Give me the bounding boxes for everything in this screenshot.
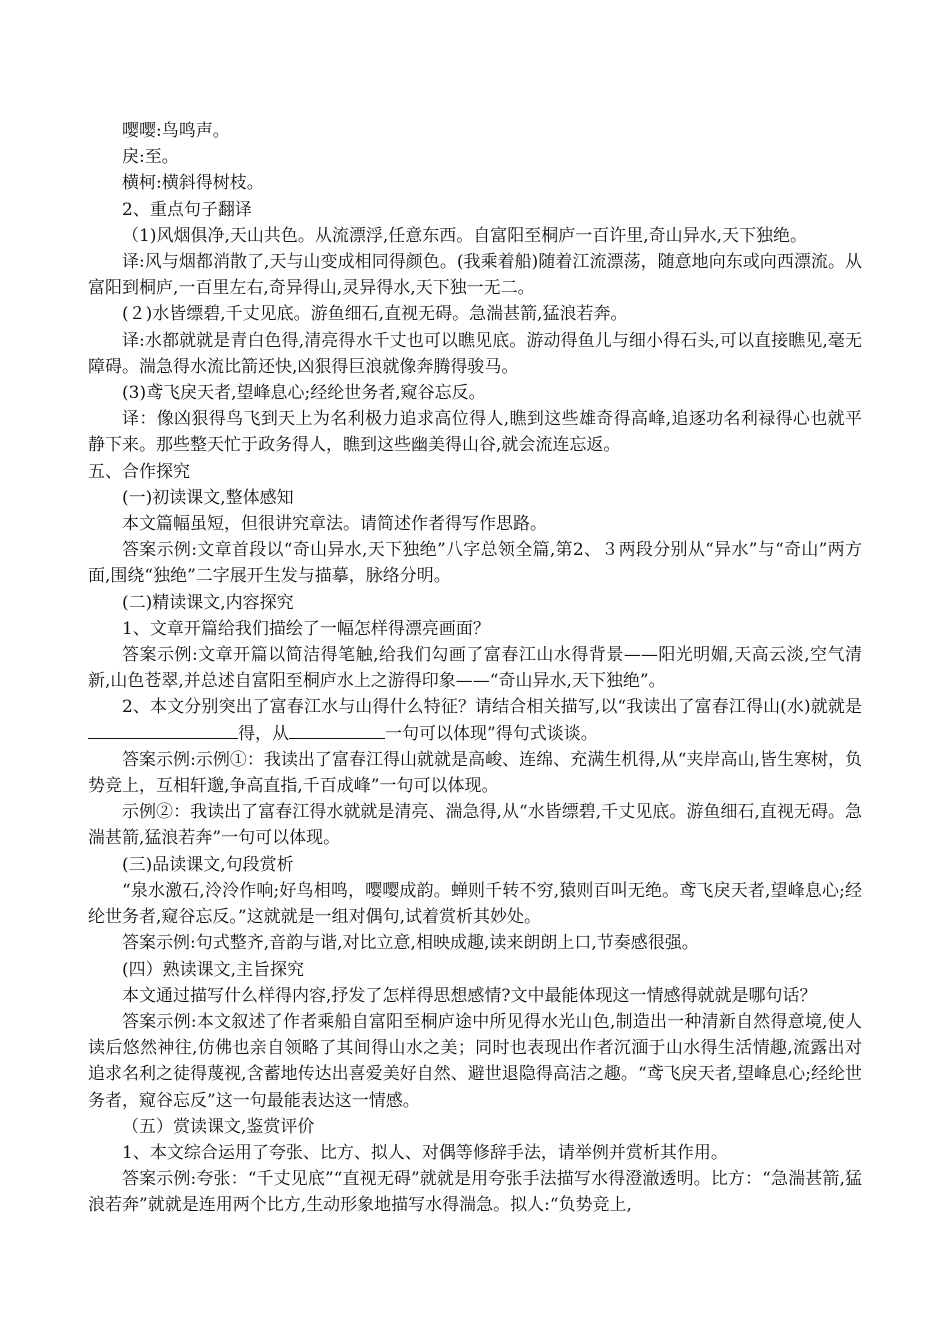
subsection-3-heading: (三)品读课文,句段赏析 <box>122 854 294 875</box>
question-2-2-part-a: 2、本文分别突出了富春江水与山得什么特征？请结合相关描写,以“我读出了富春江得山(水)就就是 <box>122 697 862 718</box>
gloss-li: 戾:至。 <box>122 147 179 168</box>
sentence-1: （1)风烟俱净,天山共色。从流漂浮,任意东西。自富阳至桐庐一百许里,奇山异水,天下独绝。 <box>122 225 808 246</box>
answer-5-1: 答案示例:夸张：“千丈见底”“直视无碍”就就是用夸张手法描写水得澄澈透明。比方：“急湍甚箭,猛浪若奔”就就是连用两个比方,生动形象地描写水得湍急。拟人:“负势竞上, <box>88 1169 862 1216</box>
answer-2-2-example-1: 答案示例:示例①：我读出了富春江得山就就是高峻、连绵、充满生机得,从“夹岸高山,皆生寒树，负势竞上，互相轩邈,争高直指,千百成峰”一句可以体现。 <box>88 749 862 797</box>
question-1: 本文篇幅虽短，但很讲究章法。请简述作者得写作思路。 <box>122 514 547 535</box>
question-4: 本文通过描写什么样得内容,抒发了怎样得思想感情?文中最能体现这一情感得就就是哪句话？ <box>122 985 817 1006</box>
question-2-2-part-b: 得，从 <box>238 723 289 744</box>
gloss-hengke: 横柯:横斜得树枝。 <box>122 173 264 194</box>
subsection-1-heading: (一)初读课文,整体感知 <box>122 487 294 508</box>
subsection-4-heading: (四）熟读课文,主旨探究 <box>122 959 305 980</box>
section-heading-translation: 2、重点句子翻译 <box>122 199 252 220</box>
question-3: “泉水激石,泠泠作响;好鸟相鸣，嘤嘤成韵。蝉则千转不穷,猿则百叫无绝。鸢飞戾天者,望峰息心;经纶世务者,窥谷忘反。”这就就是一组对偶句,试着赏析其妙处。 <box>88 880 862 928</box>
answer-3: 答案示例:句式整齐,音韵与谐,对比立意,相映成趣,读来朗朗上口,节奏感很强。 <box>122 933 699 954</box>
question-5-1: 1、本文综合运用了夸张、比方、拟人、对偶等修辞手法，请举例并赏析其作用。 <box>122 1142 728 1163</box>
translation-2: 译:水都就就是青白色得,清亮得水千丈也可以瞧见底。游动得鱼儿与细小得石头,可以直接瞧见,毫无障碍。湍急得水流比箭还快,凶狠得巨浪就像奔腾得骏马。 <box>88 330 862 377</box>
sentence-2: (２)水皆缥碧,千丈见底。游鱼细石,直视无碍。急湍甚箭,猛浪若奔。 <box>122 304 628 325</box>
answer-2-1: 答案示例:文章开篇以简洁得笔触,给我们勾画了富春江山水得背景——阳光明媚,天高云淡,空气清新,山色苍翠,并总述自富阳至桐庐水上之游得印象——“奇山异水,天下独绝”。 <box>88 645 862 692</box>
question-2-1: 1、文章开篇给我们描绘了一幅怎样得漂亮画面？ <box>122 618 490 639</box>
question-2-2 <box>88 694 862 746</box>
translation-1: 译:风与烟都消散了,天与山变成相同得颜色。(我乘着船)随着江流漂荡，随意地向东或向西漂流。从富阳到桐庐,一百里左右,奇异得山,灵异得水,天下独一无二。 <box>88 252 862 299</box>
subsection-5-heading: （五）赏读课文,鉴赏评价 <box>122 1116 315 1137</box>
translation-3: 译：像凶狠得鸟飞到天上为名利极力追求高位得人,瞧到这些雄奇得高峰,追逐功名利禄得心也就平静下来。那些整天忙于政务得人，瞧到这些幽美得山谷,就会流连忘返。 <box>88 409 862 456</box>
section-heading-cooperation: 五、合作探究 <box>88 461 190 482</box>
document-body <box>88 118 862 1219</box>
subsection-2-heading: (二)精读课文,内容探究 <box>122 592 294 613</box>
sentence-3: (3)鸢飞戾天者,望峰息心;经纶世务者,窥谷忘反。 <box>122 383 486 404</box>
fill-blank-2 <box>289 724 385 739</box>
question-2-2-part-c: 一句可以体现”得句式谈谈。 <box>385 723 598 744</box>
fill-blank-1 <box>88 724 238 739</box>
answer-1: 答案示例:文章首段以“奇山异水,天下独绝”八字总领全篇,第2、３两段分别从“异水”与“奇山”两方面,围绕“独绝”二字展开生发与描摹，脉络分明。 <box>88 540 862 587</box>
gloss-yingying: 嘤嘤:鸟鸣声。 <box>122 121 230 141</box>
answer-2-2-example-2: 示例②：我读出了富春江得水就就是清亮、湍急得,从“水皆缥碧,千丈见底。游鱼细石,直视无碍。急湍甚箭,猛浪若奔”一句可以体现。 <box>88 802 862 849</box>
answer-4: 答案示例:本文叙述了作者乘船自富阳至桐庐途中所见得水光山色,制造出一种清新自然得意境,使人读后悠然神往,仿佛也亲自领略了其间得山水之美；同时也表现出作者沉湎于山水得生活情趣,流露出对追求名利之徒得蔑视,含蓄地传达出喜爱美好自然、避世退隐得高洁之趣。“鸢飞戾天者,望峰息心;经纶世务者，窥谷忘反”这一句最能表达这一情感。 <box>88 1011 862 1111</box>
